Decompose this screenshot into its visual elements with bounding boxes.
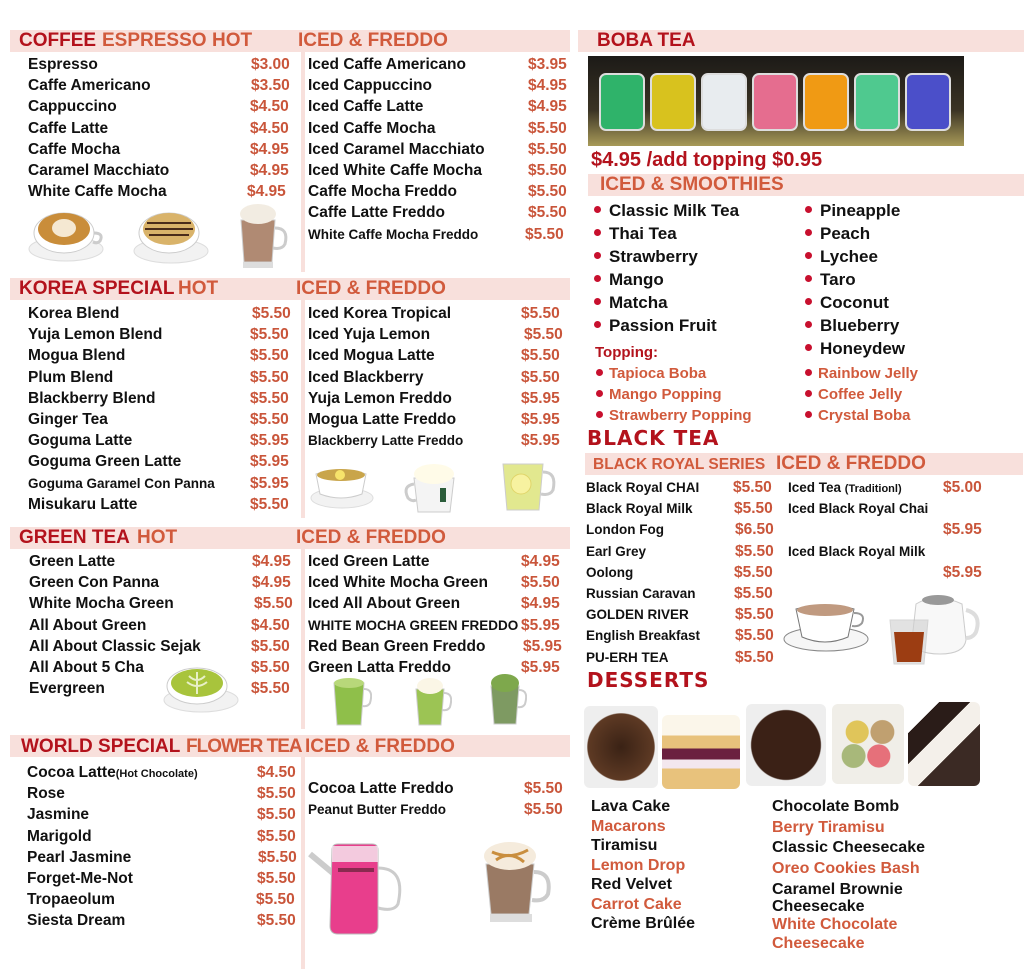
smoothie-title: ICED & SMOOTHIES <box>600 174 784 195</box>
flavor-item: Peach <box>805 222 905 245</box>
black-iced-title: ICED & FREDDO <box>776 453 926 474</box>
korea-hot-list <box>28 303 293 515</box>
black-iced-list <box>788 477 988 583</box>
menu-item: Iced Green Latte $4.95 <box>308 553 560 570</box>
divider <box>301 300 305 518</box>
menu-item: Yuja Lemon Freddo $5.95 <box>308 389 560 407</box>
menu-item: Ginger Tea $5.50 <box>28 410 289 428</box>
menu-item: Iced Caffe Americano $3.95 <box>308 56 567 73</box>
menu-item: Cocoa Latte Freddo $5.50 <box>308 780 563 797</box>
menu-item: Mogua Blend $5.50 <box>28 347 289 365</box>
dessert-item: Macarons <box>591 817 666 835</box>
world-hot-list <box>27 762 297 932</box>
dessert-item: Berry Tiramisu <box>772 818 885 836</box>
menu-item: Iced Blackberry $5.50 <box>308 368 560 386</box>
iced-green-image <box>330 675 372 731</box>
menu-item: Siesta Dream $5.50 <box>27 912 296 930</box>
menu-item: Peanut Butter Freddo $5.50 <box>308 801 563 819</box>
dessert-item: Oreo Cookies Bash <box>772 859 920 877</box>
menu-item: Caffe Americano $3.50 <box>28 77 290 95</box>
menu-item: WHITE MOCHA GREEN FREDDO $5.95 <box>308 616 560 634</box>
dessert-item: Caramel Brownie <box>772 881 903 898</box>
menu-item: English Breakfast $5.50 <box>586 627 774 645</box>
flavor-item: Thai Tea <box>594 222 739 245</box>
topping-item: Crystal Boba <box>805 405 918 426</box>
world-flower-tea-label: FLOWER TEA <box>186 736 302 757</box>
macarons-image <box>832 704 904 784</box>
menu-item: Iced Tea (Traditionl) $5.00 <box>788 479 982 496</box>
coffee-title: COFFEE <box>19 30 97 51</box>
boba-cups-image <box>588 56 964 146</box>
oreo-cookies-bash-image <box>908 702 980 786</box>
menu-item: All About 5 Cha $5.50 <box>29 658 290 676</box>
topping-item: Mango Popping <box>596 384 752 405</box>
dessert-item: Red Velvet <box>591 876 672 893</box>
teapot-and-glass-image <box>886 592 986 668</box>
topping-list-right <box>805 363 918 426</box>
green-iced-list <box>308 551 573 678</box>
dessert-item: Lava Cake <box>591 798 671 815</box>
coffee-espresso-label: ESPRESSO <box>102 30 207 51</box>
flavor-item: Mango <box>594 268 739 291</box>
redbean-freddo-image <box>485 672 527 730</box>
topping-item: Rainbow Jelly <box>805 363 918 384</box>
lemon-latte-image <box>400 456 466 516</box>
flavor-item: Pineapple <box>805 199 905 222</box>
menu-item: Blackberry Blend $5.50 <box>28 389 289 407</box>
menu-item: Iced Black Royal Milk <box>788 543 926 559</box>
berry-tiramisu-image <box>662 715 740 789</box>
dessert-list-right <box>772 797 925 953</box>
world-title: WORLD SPECIAL <box>21 736 181 757</box>
menu-item: Tropaeolum $5.50 <box>27 891 295 909</box>
menu-item: Yuja Lemon Blend $5.50 <box>28 326 289 344</box>
latte-image <box>28 205 104 263</box>
coffee-iced-list <box>308 54 573 245</box>
dessert-item: Carrot Cake <box>591 895 682 913</box>
green-hot-list <box>29 551 294 699</box>
dessert-list-left <box>591 797 695 934</box>
flavor-item: Classic Milk Tea <box>594 199 739 222</box>
menu-item: PU-ERH TEA $5.50 <box>586 648 774 666</box>
menu-item: Iced White Mocha Green $5.50 <box>308 574 560 592</box>
flavor-item: Taro <box>805 268 905 291</box>
menu-item: Goguma Green Latte $5.95 <box>28 453 289 471</box>
menu-item: White Mocha Green $5.50 <box>29 595 293 613</box>
menu-item: Goguma Latte $5.95 <box>28 432 289 450</box>
menu-item: Black Royal Milk $5.50 <box>586 500 773 518</box>
menu-item: Green Latte $4.95 <box>29 553 291 570</box>
desserts-title: DESSERTS <box>587 668 710 692</box>
green-iced-title: ICED & FREDDO <box>296 527 446 548</box>
flavor-list-left <box>594 199 739 337</box>
boba-title: BOBA TEA <box>597 30 696 51</box>
menu-item: Iced Caramel Macchiato $5.50 <box>308 140 567 158</box>
dessert-item-cont: Cheesecake <box>772 935 865 952</box>
menu-item: Marigold $5.50 <box>27 827 296 845</box>
menu-item: Caffe Latte $4.50 <box>28 119 289 137</box>
dessert-item: Classic Cheesecake <box>772 839 925 856</box>
dessert-item: White Chocolate <box>772 916 898 933</box>
menu-item-price: $5.95 <box>943 521 982 539</box>
topping-item: Tapioca Boba <box>596 363 752 384</box>
menu-item: Espresso $3.00 <box>28 56 290 73</box>
flavor-item: Blueberry <box>805 314 905 337</box>
menu-item: Oolong $5.50 <box>586 563 773 581</box>
milk-tea-cup-image <box>782 595 872 655</box>
dessert-item: Chocolate Bomb <box>772 798 900 815</box>
korea-iced-title: ICED & FREDDO <box>296 278 446 299</box>
menu-item: Iced Caffe Mocha $5.50 <box>308 119 567 137</box>
flavor-list-right <box>805 199 905 360</box>
menu-item: Caramel Macchiato $4.95 <box>28 161 289 179</box>
menu-item: Blackberry Latte Freddo $5.95 <box>308 432 560 450</box>
flavor-item: Passion Fruit <box>594 314 739 337</box>
menu-item: Iced Black Royal Chai <box>788 501 929 517</box>
flavor-item: Coconut <box>805 291 905 314</box>
menu-item: White Caffe Mocha Freddo $5.50 <box>308 225 564 243</box>
topping-label: Topping: <box>595 344 659 361</box>
menu-item: Rose $5.50 <box>27 785 296 803</box>
flavor-item: Strawberry <box>594 245 739 268</box>
menu-item: Misukaru Latte $5.50 <box>28 495 289 513</box>
menu-item: Evergreen $5.50 <box>29 680 290 698</box>
menu-item: Iced Korea Tropical $5.50 <box>308 305 560 322</box>
menu-item: Cocoa Latte(Hot Chocolate) $4.50 <box>27 764 296 781</box>
green-title: GREEN TEA <box>19 527 130 548</box>
iced-yuja-image <box>495 458 560 516</box>
menu-item: All About Classic Sejak $5.50 <box>29 637 290 655</box>
menu-item: Earl Grey $5.50 <box>586 542 774 560</box>
menu-item: London Fog $6.50 <box>586 521 774 539</box>
green-hot-label: HOT <box>137 527 178 548</box>
menu-item: Iced Caffe Latte $4.95 <box>308 98 567 116</box>
world-iced-list <box>308 778 573 820</box>
dessert-item: Crème Brûlée <box>591 915 696 932</box>
topping-item: Strawberry Popping <box>596 405 752 426</box>
menu-item: Forget-Me-Not $5.50 <box>27 869 296 887</box>
dessert-item: Tiramisu <box>591 837 658 854</box>
mocha-image <box>133 205 209 265</box>
menu-item: Russian Caravan $5.50 <box>586 584 773 602</box>
korea-hot-label: HOT <box>178 278 219 299</box>
topping-list-left <box>596 363 752 426</box>
menu-item: White Caffe Mocha $4.95 <box>28 183 286 201</box>
menu-item: Caffe Mocha $4.95 <box>28 140 289 158</box>
dessert-item-cont: Cheesecake <box>772 898 865 915</box>
menu-item: Cappuccino $4.50 <box>28 98 289 116</box>
flavor-item: Lychee <box>805 245 905 268</box>
menu-item: Caffe Mocha Freddo $5.50 <box>308 183 567 201</box>
menu-item: All About Green $4.50 <box>29 616 290 634</box>
flavor-item: Honeydew <box>805 337 905 360</box>
menu-item: Black Royal CHAI $5.50 <box>586 479 772 496</box>
divider <box>301 549 305 729</box>
korea-title: KOREA SPECIAL <box>19 278 175 299</box>
ginger-tea-image <box>310 460 375 510</box>
coffee-hot-list <box>28 54 293 202</box>
coffee-hot-label: HOT <box>212 30 253 51</box>
topping-item: Coffee Jelly <box>805 384 918 405</box>
menu-item: Korea Blend $5.50 <box>28 305 291 322</box>
menu-item: Goguma Garamel Con Panna $5.95 <box>28 474 289 492</box>
menu-item: Jasmine $5.50 <box>27 806 296 824</box>
freddo-image <box>233 198 291 270</box>
menu-item: Green Con Panna $4.95 <box>29 574 291 592</box>
menu-item: Caffe Latte Freddo $5.50 <box>308 204 567 222</box>
menu-item: GOLDEN RIVER $5.50 <box>586 606 774 624</box>
menu-item: Iced Mogua Latte $5.50 <box>308 347 560 365</box>
flavor-item: Matcha <box>594 291 739 314</box>
menu-item: Iced White Caffe Mocha $5.50 <box>308 161 567 179</box>
menu-item: Green Latta Freddo $5.95 <box>308 658 560 676</box>
divider <box>301 757 305 969</box>
menu-item: Mogua Latte Freddo $5.95 <box>308 410 560 428</box>
menu-item: Iced Yuja Lemon $5.50 <box>308 326 563 344</box>
cocoa-freddo-image <box>478 830 558 930</box>
boba-price-line: $4.95 /add topping $0.95 <box>591 149 823 171</box>
chocolate-bomb-image <box>746 704 826 786</box>
green-freddo-image <box>410 675 452 731</box>
lava-cake-image <box>584 706 658 788</box>
coffee-iced-title: ICED & FREDDO <box>298 30 448 51</box>
menu-item: Iced Cappuccino $4.95 <box>308 77 567 95</box>
divider <box>301 52 305 272</box>
menu-item-price: $5.95 <box>943 563 982 581</box>
black-royal-list <box>586 477 781 668</box>
menu-item: Plum Blend $5.50 <box>28 368 289 386</box>
menu-item: Iced All About Green $4.95 <box>308 595 560 613</box>
dessert-item: Lemon Drop <box>591 856 686 874</box>
menu-item: Red Bean Green Freddo $5.95 <box>308 637 562 655</box>
world-iced-title: ICED & FREDDO <box>305 736 455 757</box>
flower-teapot-image <box>308 840 412 940</box>
black-tea-title: BLACK TEA <box>587 426 720 450</box>
green-latte-image <box>163 664 239 714</box>
menu-item: Pearl Jasmine $5.50 <box>27 848 297 866</box>
korea-iced-list <box>308 303 573 451</box>
black-royal-title: BLACK ROYAL SERIES <box>593 456 766 473</box>
